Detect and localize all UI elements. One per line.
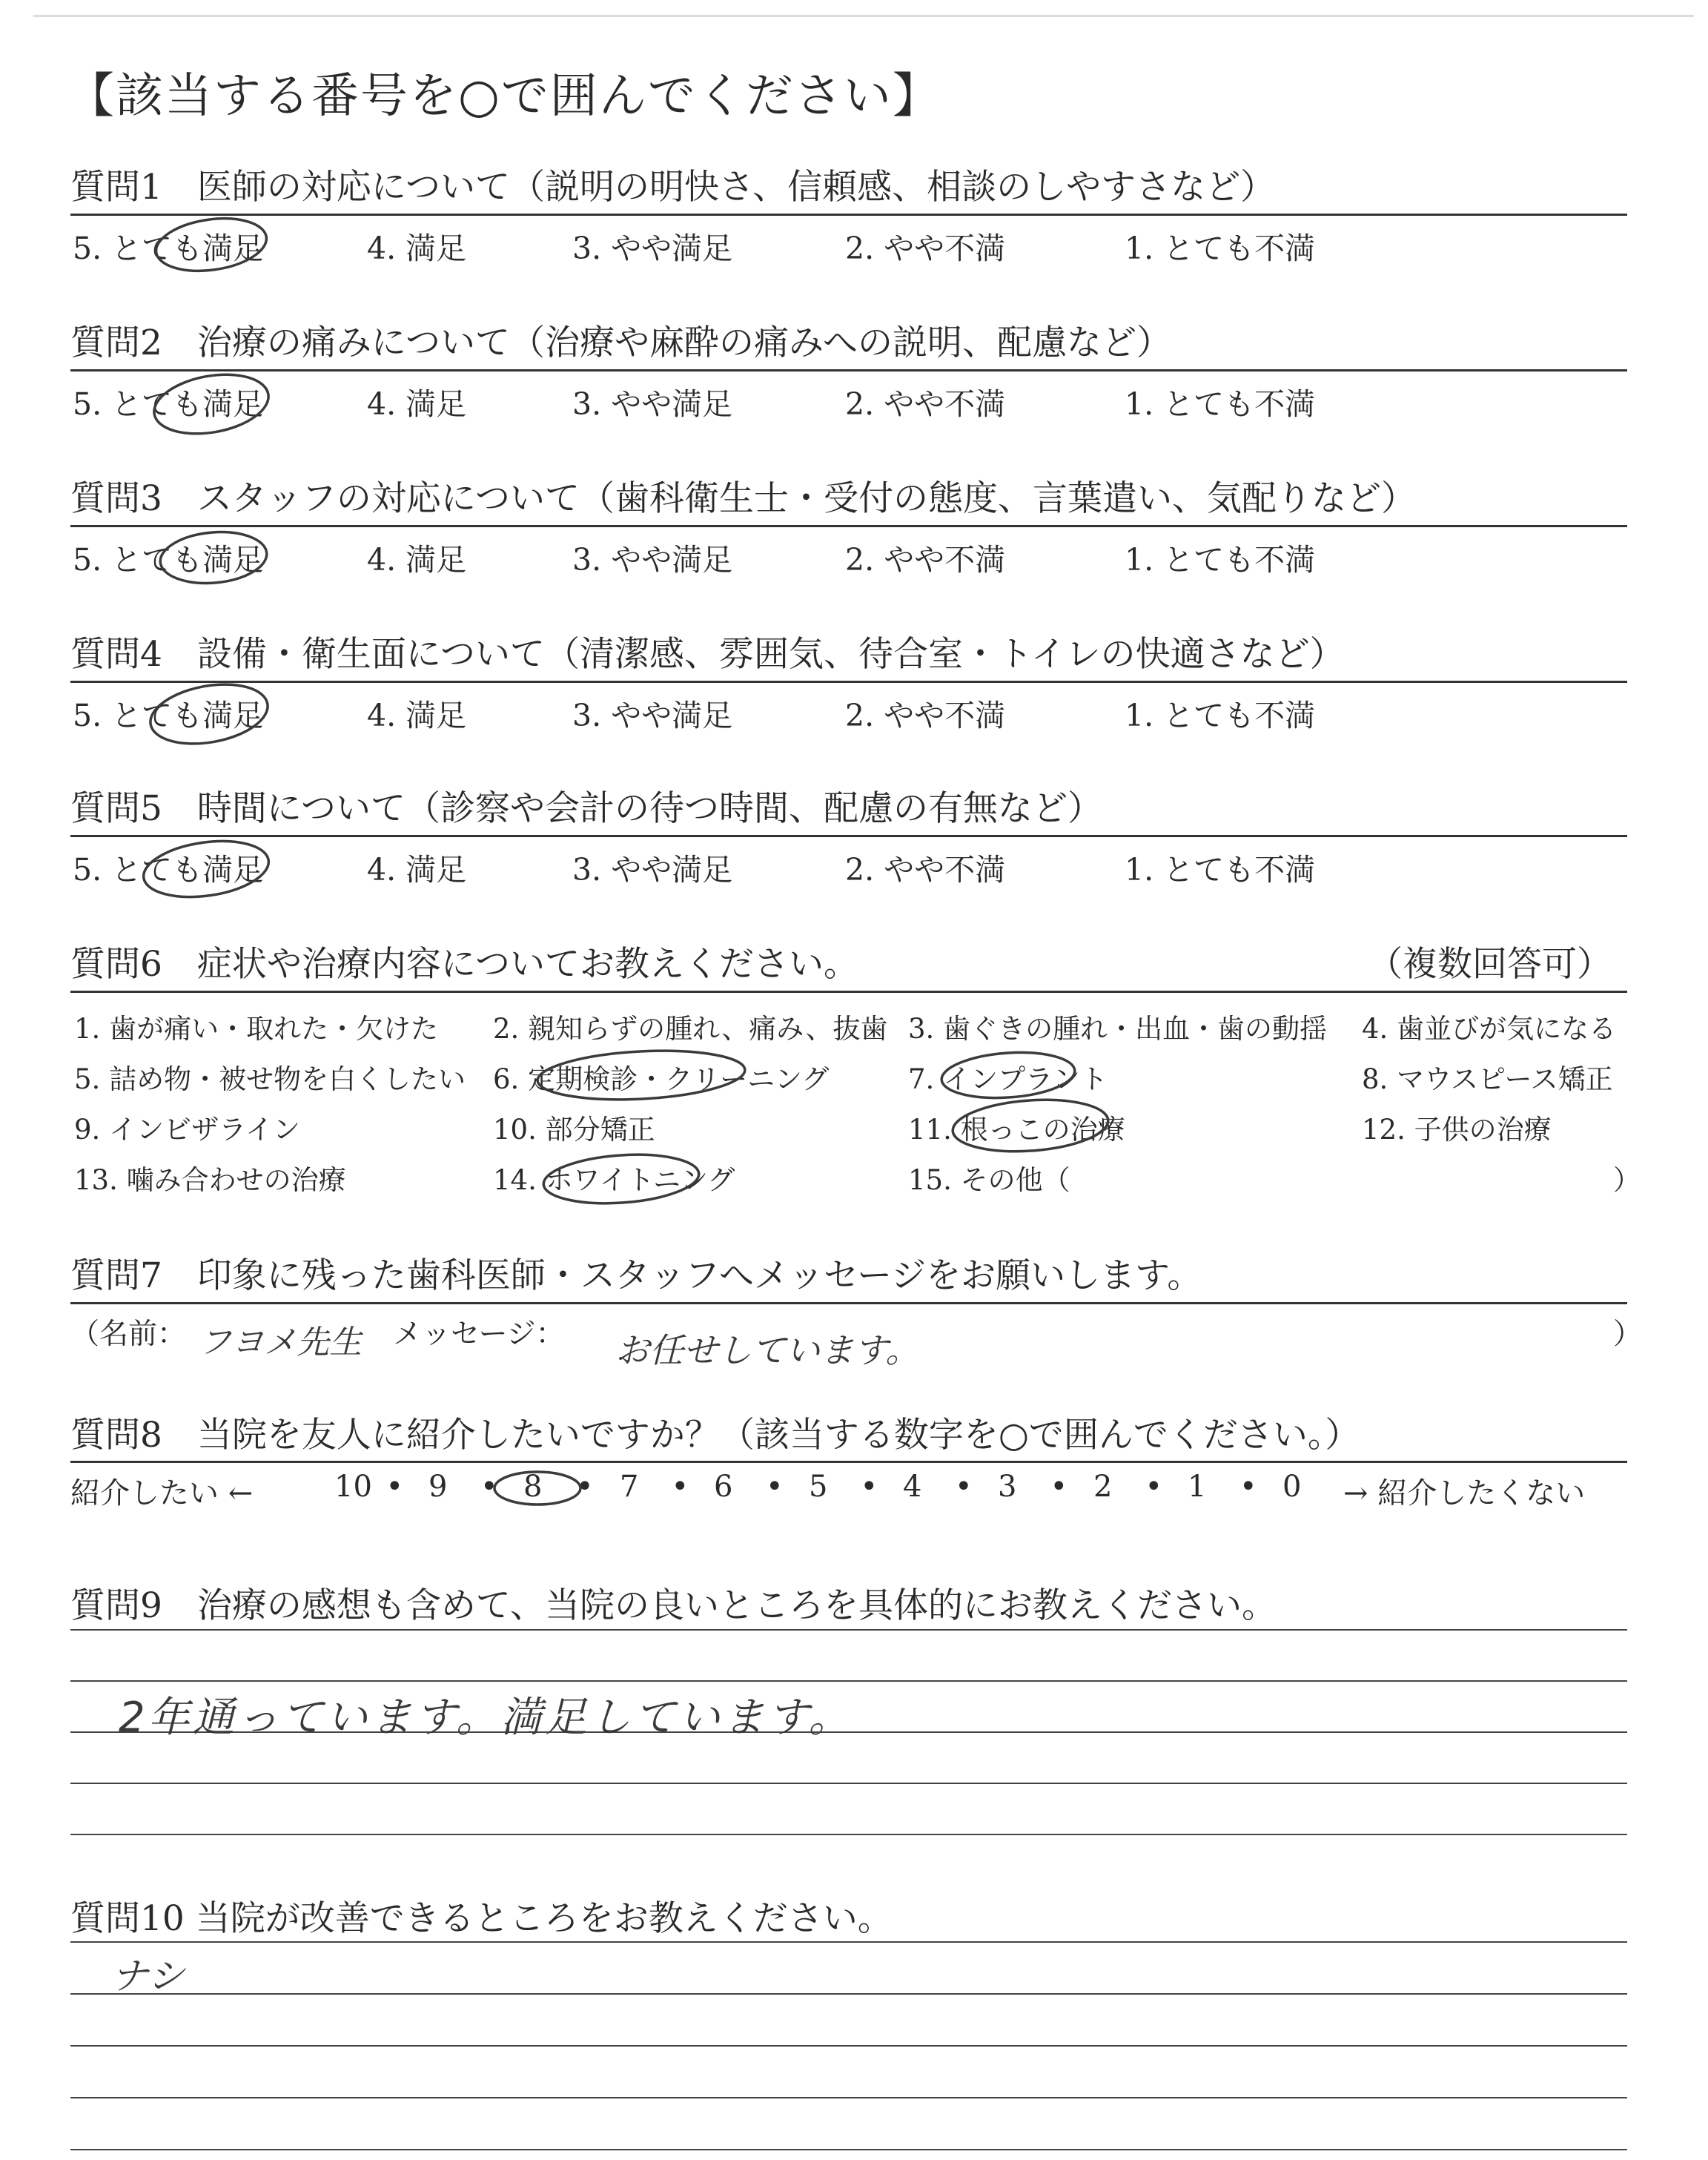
q4-option-2[interactable]: 2. やや不満 xyxy=(845,698,1006,733)
q1-option-4[interactable]: 4. 満足 xyxy=(367,231,467,266)
q2-option-3[interactable]: 3. やや満足 xyxy=(572,386,733,422)
q6-option-7[interactable]: 7. インプラント xyxy=(908,1063,1108,1095)
q8-scale-8[interactable]: 8 xyxy=(523,1470,543,1504)
q8-scale-4[interactable]: 4 xyxy=(903,1470,922,1504)
q8-separator-dot: • xyxy=(766,1470,784,1504)
question-3-rule xyxy=(70,525,1627,527)
q6-option-13[interactable]: 13. 噛み合わせの治療 xyxy=(74,1164,346,1196)
q10-line-5 xyxy=(70,2149,1627,2150)
q6-option-10[interactable]: 10. 部分矯正 xyxy=(493,1114,655,1146)
q8-scale-1[interactable]: 1 xyxy=(1188,1470,1207,1504)
q8-scale-7[interactable]: 7 xyxy=(620,1470,639,1504)
q8-separator-dot: • xyxy=(1050,1470,1068,1504)
q6-option-14[interactable]: 14. ホワイトニング xyxy=(493,1164,735,1196)
q5-option-1[interactable]: 1. とても不満 xyxy=(1125,852,1316,888)
question-8-rule xyxy=(70,1461,1627,1463)
q5-option-3[interactable]: 3. やや満足 xyxy=(572,852,733,888)
q6-option-9[interactable]: 9. インビザライン xyxy=(74,1114,300,1146)
q6-option-12[interactable]: 12. 子供の治療 xyxy=(1362,1114,1552,1146)
q5-option-5[interactable]: 5. とても満足 xyxy=(73,852,264,888)
q3-option-3[interactable]: 3. やや満足 xyxy=(572,542,733,578)
q2-option-2[interactable]: 2. やや不満 xyxy=(845,386,1006,422)
q8-scale-3[interactable]: 3 xyxy=(998,1470,1017,1504)
q8-scale-2[interactable]: 2 xyxy=(1093,1470,1113,1504)
q3-option-2[interactable]: 2. やや不満 xyxy=(845,542,1006,578)
q2-option-4[interactable]: 4. 満足 xyxy=(367,386,467,422)
q8-scale-10[interactable]: 10 xyxy=(334,1470,372,1504)
question-6-note: （複数回答可） xyxy=(1368,944,1612,985)
question-6-rule xyxy=(70,991,1627,993)
question-10-title: 質問10 当院が改善できるところをお教えください。 xyxy=(70,1898,893,1939)
q5-option-2[interactable]: 2. やや不満 xyxy=(845,852,1006,888)
q6-option-15-close: ） xyxy=(1613,1164,1641,1196)
q2-option-5[interactable]: 5. とても満足 xyxy=(73,386,264,422)
q8-separator-dot: • xyxy=(385,1470,404,1504)
q8-separator-dot: • xyxy=(955,1470,973,1504)
q4-option-3[interactable]: 3. やや満足 xyxy=(572,698,733,733)
question-9-title: 質問9 治療の感想も含めて、当院の良いところを具体的にお教えください。 xyxy=(70,1585,1277,1626)
q8-right-label: → 紹介したくない xyxy=(1343,1476,1586,1510)
q3-option-1[interactable]: 1. とても不満 xyxy=(1125,542,1316,578)
q9-line-1 xyxy=(70,1629,1627,1631)
q6-option-11[interactable]: 11. 根っこの治療 xyxy=(908,1114,1125,1146)
scan-edge xyxy=(33,15,1694,17)
q8-scale-6[interactable]: 6 xyxy=(714,1470,733,1504)
q7-message-value[interactable]: お任せしています。 xyxy=(615,1330,920,1370)
q9-answer[interactable]: 2年通っています。満足しています。 xyxy=(119,1694,853,1742)
q8-scale-5[interactable]: 5 xyxy=(809,1470,828,1504)
q6-option-8[interactable]: 8. マウスピース矯正 xyxy=(1362,1063,1613,1095)
q4-option-5[interactable]: 5. とても満足 xyxy=(73,698,264,733)
q1-option-1[interactable]: 1. とても不満 xyxy=(1125,231,1316,266)
question-7-title: 質問7 印象に残った歯科医師・スタッフへメッセージをお願いします。 xyxy=(70,1255,1202,1296)
q3-option-4[interactable]: 4. 満足 xyxy=(367,542,467,578)
question-5-rule xyxy=(70,835,1627,837)
q8-scale-9[interactable]: 9 xyxy=(428,1470,448,1504)
q7-close-paren: ） xyxy=(1613,1318,1643,1351)
question-4-rule xyxy=(70,681,1627,683)
q9-line-5 xyxy=(70,1834,1627,1835)
q6-option-6[interactable]: 6. 定期検診・クリーニング xyxy=(493,1063,830,1095)
q2-option-1[interactable]: 1. とても不満 xyxy=(1125,386,1316,422)
question-4-title: 質問4 設備・衛生面について（清潔感、雰囲気、待合室・トイレの快適さなど） xyxy=(70,634,1345,675)
q6-option-5[interactable]: 5. 詰め物・被せ物を白くしたい xyxy=(74,1063,466,1095)
q4-option-4[interactable]: 4. 満足 xyxy=(367,698,467,733)
q3-option-5[interactable]: 5. とても満足 xyxy=(73,542,264,578)
q7-name-label: （名前： xyxy=(70,1318,187,1351)
q4-option-1[interactable]: 1. とても不満 xyxy=(1125,698,1316,733)
q10-answer[interactable]: ナシ xyxy=(111,1955,185,1998)
q10-line-3 xyxy=(70,2045,1627,2047)
q9-line-2 xyxy=(70,1680,1627,1682)
question-1-rule xyxy=(70,214,1627,216)
question-2-title: 質問2 治療の痛みについて（治療や麻酔の痛みへの説明、配慮など） xyxy=(70,323,1172,363)
question-1-title: 質問1 医師の対応について（説明の明快さ、信頼感、相談のしやすさなど） xyxy=(70,167,1276,208)
q6-option-2[interactable]: 2. 親知らずの腫れ、痛み、抜歯 xyxy=(493,1013,888,1045)
q8-separator-dot: • xyxy=(576,1470,594,1504)
q8-left-label: 紹介したい ← xyxy=(70,1476,254,1510)
q1-option-3[interactable]: 3. やや満足 xyxy=(572,231,733,266)
form-header: 【該当する番号を○で囲んでください】 xyxy=(67,69,941,124)
q5-option-4[interactable]: 4. 満足 xyxy=(367,852,467,888)
q6-option-1[interactable]: 1. 歯が痛い・取れた・欠けた xyxy=(74,1013,439,1045)
question-2-rule xyxy=(70,369,1627,371)
q7-message-label: メッセージ： xyxy=(393,1318,565,1351)
q8-separator-dot: • xyxy=(1145,1470,1163,1504)
q9-line-4 xyxy=(70,1783,1627,1784)
q1-option-5[interactable]: 5. とても満足 xyxy=(73,231,264,266)
q7-name-value[interactable]: フヨメ先生 xyxy=(199,1324,362,1361)
q8-scale-0[interactable]: 0 xyxy=(1282,1470,1302,1504)
q8-separator-dot: • xyxy=(1239,1470,1257,1504)
question-7-rule xyxy=(70,1302,1627,1304)
q8-separator-dot: • xyxy=(671,1470,689,1504)
question-5-title: 質問5 時間について（診察や会計の待つ時間、配慮の有無など） xyxy=(70,788,1102,829)
q1-option-2[interactable]: 2. やや不満 xyxy=(845,231,1006,266)
question-6-title: 質問6 症状や治療内容についてお教えください。 xyxy=(70,944,858,985)
q10-line-2 xyxy=(70,1993,1627,1995)
q10-line-1 xyxy=(70,1941,1627,1943)
q10-line-4 xyxy=(70,2097,1627,2098)
q6-option-4[interactable]: 4. 歯並びが気になる xyxy=(1362,1013,1617,1045)
question-3-title: 質問3 スタッフの対応について（歯科衛生士・受付の態度、言葉遣い、気配りなど） xyxy=(70,478,1416,519)
q8-separator-dot: • xyxy=(480,1470,498,1504)
q6-option-15[interactable]: 15. その他（ xyxy=(908,1164,1070,1196)
question-8-title: 質問8 当院を友人に紹介したいですか？（該当する数字を○で囲んでください。） xyxy=(70,1415,1360,1456)
q6-option-3[interactable]: 3. 歯ぐきの腫れ・出血・歯の動揺 xyxy=(908,1013,1328,1045)
q8-separator-dot: • xyxy=(860,1470,878,1504)
